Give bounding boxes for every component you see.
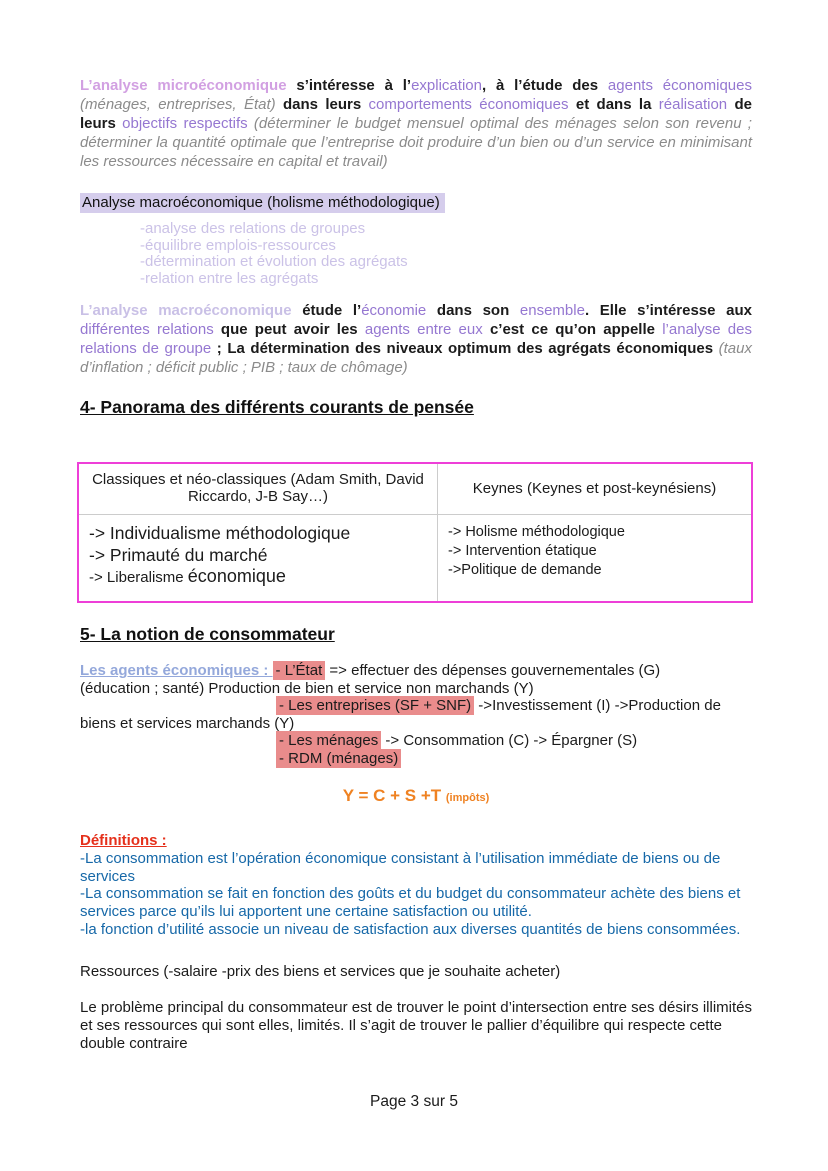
ressources-line: Ressources (-salaire -prix des biens et services que je souhaite acheter) [80, 963, 561, 980]
text-segment: agents économiques [607, 77, 752, 94]
list-item: -relation entre les agrégats [140, 269, 319, 287]
text-segment: dans leurs [282, 95, 369, 113]
paragraph-macroeconomie [80, 302, 752, 378]
text-segment: ->Investissement (I) ->Production de [474, 697, 721, 715]
table-cell-classiques [78, 515, 438, 602]
text-segment: (taux d’inflation ; déficit public ; PIB ; taux de chômage) [80, 339, 752, 376]
text-segment: s’intéresse à l’ [296, 77, 412, 94]
text-segment: agents entre eux [364, 320, 490, 338]
paragraph-microeconomie [80, 77, 752, 172]
list-item: -analyse des relations de groupes [140, 220, 366, 237]
list-item: -équilibre emplois-ressources [140, 236, 336, 254]
macro-highlighted-heading [80, 194, 752, 212]
text-segment: économie [361, 302, 437, 319]
text-segment: c’est ce qu’on appelle [489, 320, 663, 338]
table-header-row [78, 463, 752, 515]
text-segment: L’analyse microéconomique [80, 77, 297, 94]
table-line: -> Holisme méthodologique [448, 524, 625, 540]
agents-line: biens et services marchands (Y) [80, 714, 295, 732]
table-line: ->Politique de demande [448, 562, 602, 578]
text-segment: (impôts) [445, 792, 490, 804]
text-segment: objectifs respectifs [122, 114, 254, 132]
income-formula [80, 786, 752, 806]
page-number-footer: Page 3 sur 5 [370, 1093, 458, 1110]
table-line [89, 566, 429, 589]
courants-de-pensee-table [77, 462, 753, 603]
macro-faded-list [140, 221, 408, 287]
agents-line [276, 697, 752, 715]
table-header-classiques: Classiques et néo-classiques (Adam Smith, David Riccardo, J-B Say…) [78, 463, 438, 515]
text-segment: explication [411, 77, 482, 94]
text-segment: L’analyse macroéconomique [80, 302, 303, 319]
agents-line [276, 732, 752, 750]
table-cell-keynes [438, 515, 753, 602]
text-segment: étude l’ [302, 302, 362, 319]
section-heading-5: 5- La notion de consommateur [80, 624, 335, 644]
text-segment: ; La détermination des niveaux optimum des agrégats économiques [211, 339, 719, 357]
list-item: -détermination et évolution des agrégats [140, 253, 408, 271]
definitions-block [80, 832, 752, 939]
text-segment: , à l’étude des [481, 77, 608, 94]
text-segment: comportements économiques [368, 95, 576, 113]
table-line: -> Intervention étatique [448, 543, 597, 559]
definition-line: -La consommation est l’opération économique consistant à l’utilisation immédiate de biens ou de services [80, 849, 721, 885]
text-segment: => effectuer des dépenses gouvernementales (G) [325, 662, 661, 679]
agents-economiques-block [80, 662, 752, 768]
agents-line [276, 750, 752, 768]
definitions-title: Définitions : [80, 832, 167, 849]
text-segment: (ménages, entreprises, État) [80, 95, 283, 113]
text-segment: que peut avoir les [220, 320, 365, 338]
table-line: -> Primauté du marché [89, 544, 268, 565]
text-segment: (déterminer le budget mensuel optimal des ménages selon son revenu ; déterminer la quantité optimale que l’entreprise doit produire d’un bien ou d’un service en minimisant les ressources nécessaire en capital et travail) [80, 114, 752, 170]
text-segment: et dans la [575, 95, 659, 113]
highlighted-text: Analyse macroéconomique (holisme méthodologique) [80, 193, 445, 213]
text-segment: - Les ménages [276, 731, 381, 750]
definition-line: -La consommation se fait en fonction des goûts et du budget du consommateur achète des biens et services parce qu’ils lui apportent une certaine satisfaction ou utilité. [80, 885, 741, 921]
text-segment: dans son [436, 302, 520, 319]
text-segment: . Elle s’intéresse aux [584, 302, 752, 319]
table-header-keynes: Keynes (Keynes et post-keynésiens) [438, 463, 753, 515]
text-segment: économique [187, 566, 286, 586]
text-segment: - L’État [273, 661, 326, 680]
text-segment: - RDM (ménages) [276, 749, 401, 768]
text-segment: -> Consommation (C) -> Épargner (S) [381, 732, 638, 750]
text-segment: - Les entreprises (SF + SNF) [276, 696, 474, 715]
text-segment: ensemble [519, 302, 585, 319]
text-segment: réalisation [658, 95, 735, 113]
agents-line [80, 662, 752, 680]
paragraph-probleme-consommateur: Le problème principal du consommateur est de trouver le point d’intersection entre ses désirs illimités et ses ressources qui sont elles, limités. Il s’agit de trouver le pallier d’équilibre qui respecte cette double contraire [80, 999, 752, 1052]
text-segment: l’analyse des relations de groupe [80, 320, 752, 357]
table-body-row [78, 515, 752, 602]
table-line: -> Individualisme méthodologique [89, 523, 351, 543]
text-segment: Y = C + S +T [342, 786, 446, 805]
agents-line: (éducation ; santé) Production de bien et service non marchands (Y) [80, 679, 534, 697]
section-heading-4: 4- Panorama des différents courants de pensée [80, 397, 474, 417]
text-segment: de leurs [80, 95, 753, 132]
text-segment: Les agents économiques : [80, 662, 273, 679]
text-segment: -> Liberalisme [89, 569, 188, 586]
definition-line: -la fonction d’utilité associe un niveau de satisfaction aux diverses quantités de biens consommées. [80, 920, 741, 938]
text-segment: différentes relations [80, 320, 221, 338]
